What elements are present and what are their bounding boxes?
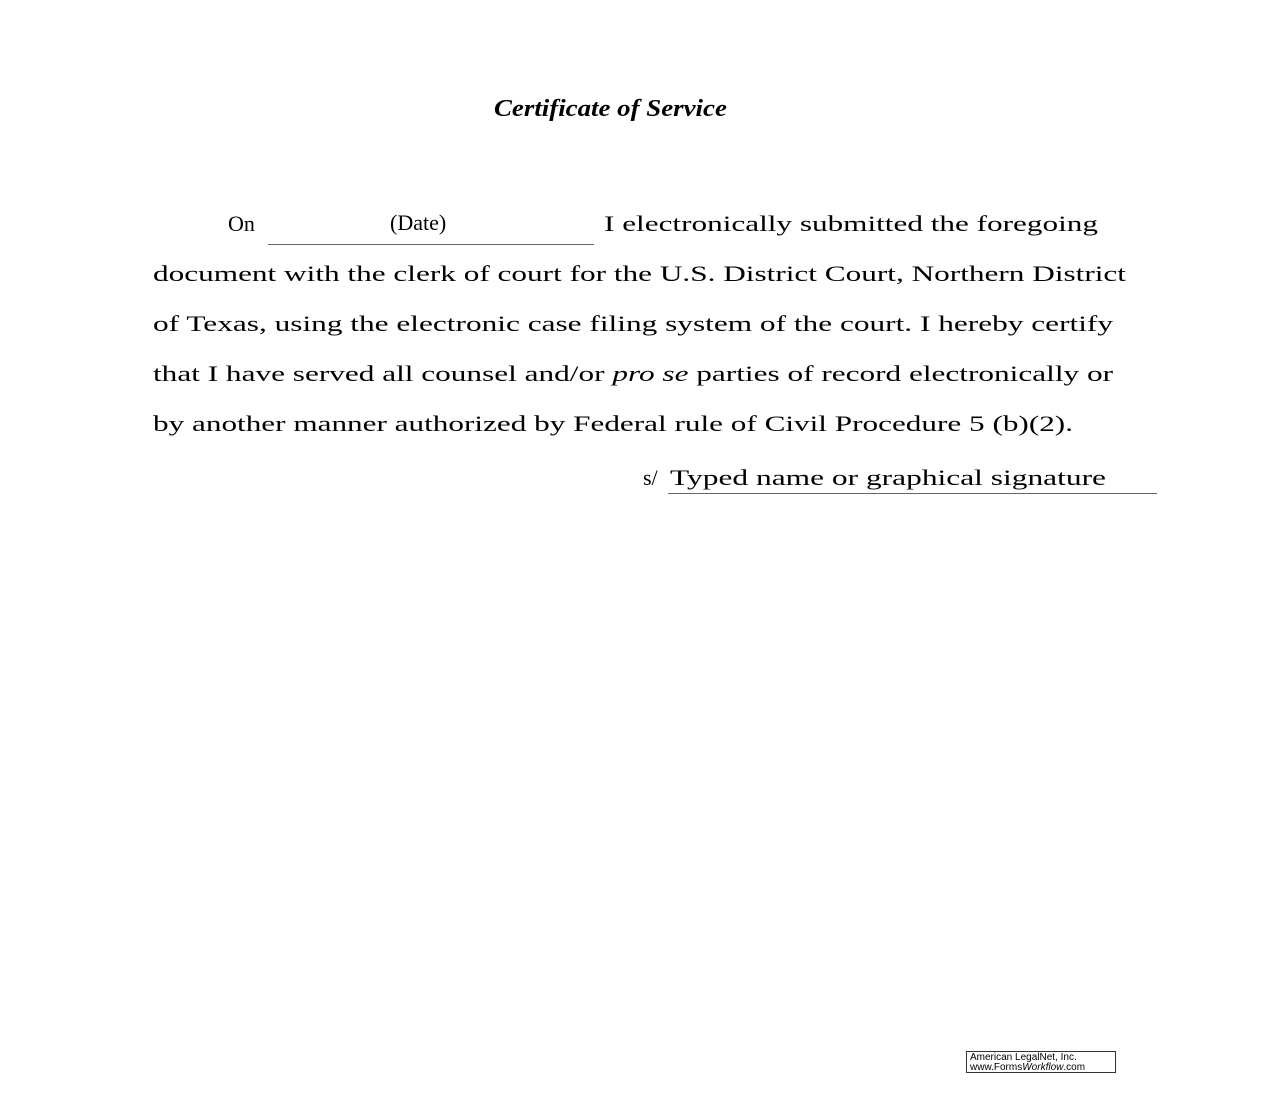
badge-company: American LegalNet, Inc. (970, 1052, 1077, 1063)
pro-se-text: pro se (612, 361, 689, 386)
date-placeholder: (Date) (390, 210, 447, 235)
paragraph-line-2: document with the clerk of court for the U.S. District Court, Northern District (153, 261, 1126, 286)
document-title: Certificate of Service (494, 96, 727, 122)
on-label: On (228, 211, 255, 236)
date-field[interactable] (268, 210, 594, 245)
paragraph-line-3: of Texas, using the electronic case filing system of the court. I hereby certify (153, 311, 1113, 336)
line-4-prefix: that I have served all counsel and/or (153, 361, 605, 386)
signature-field[interactable] (668, 466, 1157, 494)
paragraph-line-4 (153, 361, 1113, 387)
signature-prefix: s/ (643, 465, 658, 490)
line-4-suffix: parties of record electronically or (696, 361, 1113, 386)
paragraph-line-1: I electronically submitted the foregoing (604, 211, 1098, 236)
badge-url: www.FormsWorkflow.com (970, 1062, 1086, 1073)
american-legalnet-badge (966, 1051, 1116, 1073)
signature-placeholder: Typed name or graphical signature (670, 465, 1106, 490)
paragraph-line-5: by another manner authorized by Federal rule of Civil Procedure 5 (b)(2). (153, 411, 1073, 436)
